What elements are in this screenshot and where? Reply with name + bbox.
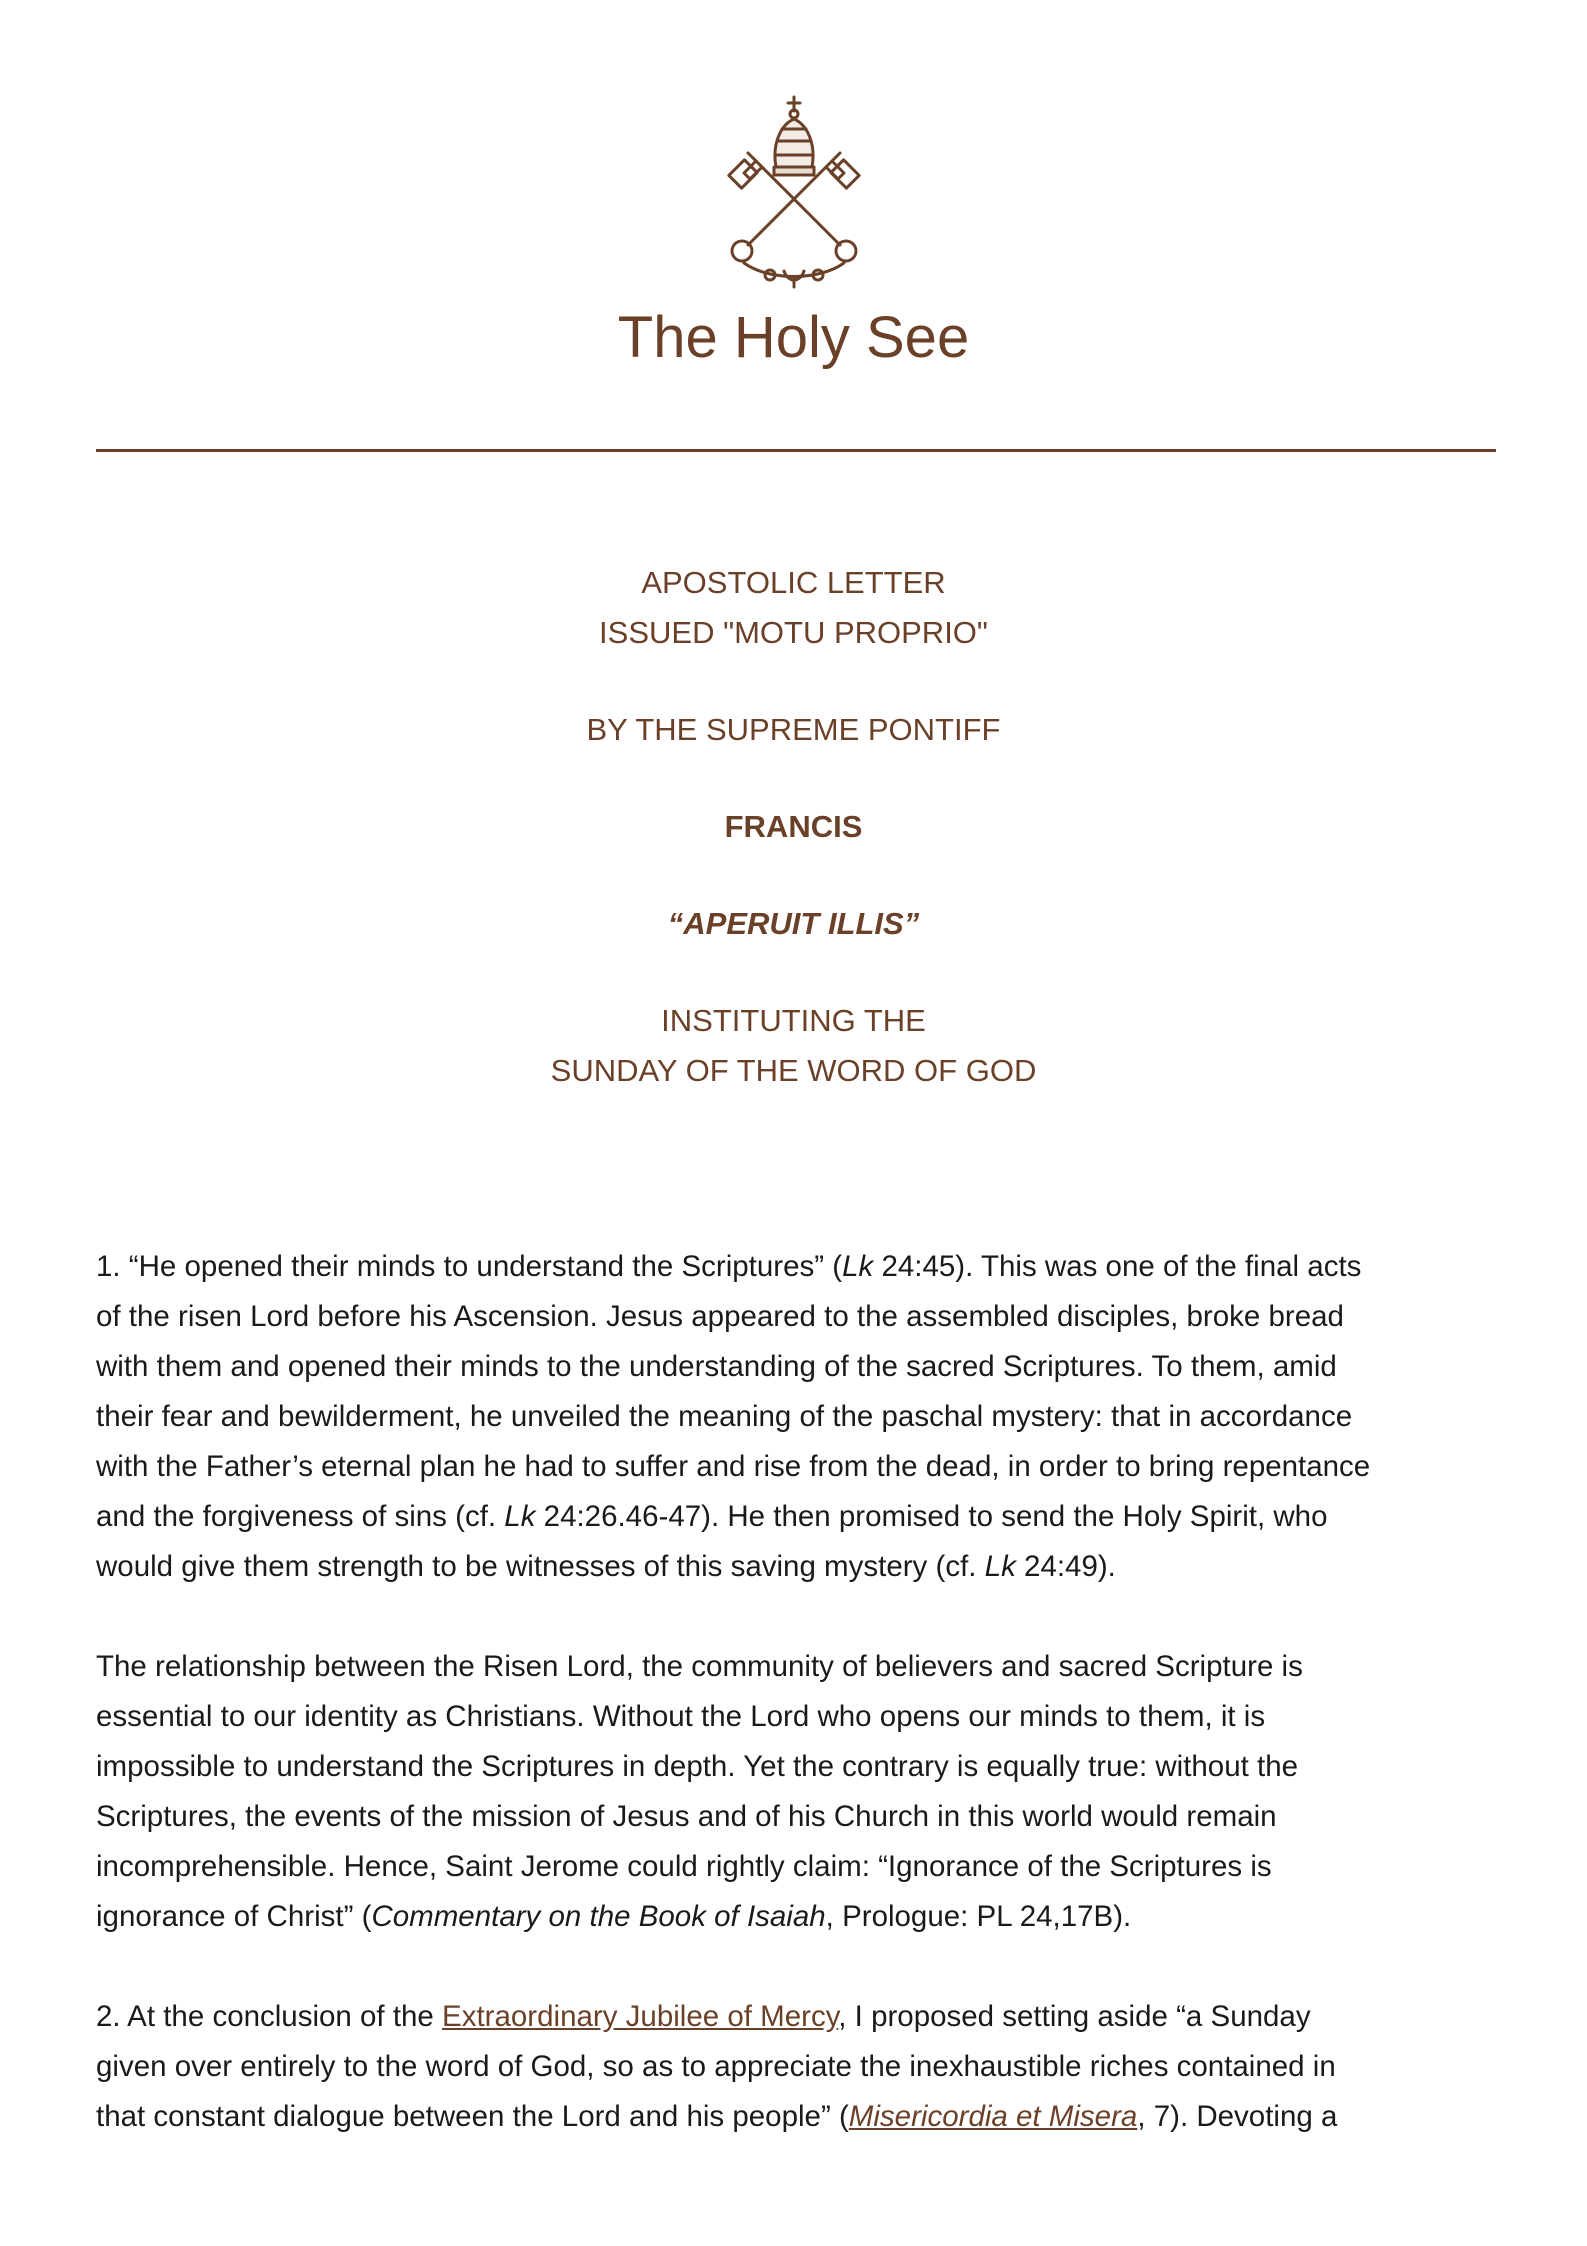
text-line: of the risen Lord before his Ascension. Jesus appeared to the assembled disciples, broke bread: [96, 1300, 1344, 1333]
scripture-ref: Lk: [504, 1500, 536, 1533]
text-span: , 7). Devoting a: [1137, 2100, 1338, 2133]
text-line: their fear and bewilderment, he unveiled the meaning of the paschal mystery: that in accordance: [96, 1400, 1353, 1433]
text-line: [96, 1242, 1506, 1292]
link-text: Misericordia et Misera: [848, 2100, 1138, 2133]
text-span: 1. “He opened their minds to understand the Scriptures” (: [96, 1250, 843, 1283]
text-line: incomprehensible. Hence, Saint Jerome could rightly claim: “Ignorance of the Scriptures is: [96, 1850, 1272, 1883]
subtitle-line2: SUNDAY OF THE WORD OF GOD: [550, 1053, 1037, 1088]
text-span: that constant dialogue between the Lord and his people” (: [96, 2100, 849, 2133]
text-span: 24:26.46-47). He then promised to send the Holy Spirit, who: [535, 1500, 1328, 1533]
subtitle-line1: INSTITUTING THE: [661, 1003, 926, 1038]
by-line: BY THE SUPREME PONTIFF: [586, 712, 1001, 747]
misericordia-et-misera-link[interactable]: [849, 2100, 1138, 2133]
text-span: , Prologue: PL 24,17B).: [825, 1900, 1132, 1933]
document-body: [96, 1242, 1506, 2192]
text-line: given over entirely to the word of God, so as to appreciate the inexhaustible riches contained in: [96, 2050, 1336, 2083]
doc-type-line2: ISSUED "MOTU PROPRIO": [599, 615, 988, 650]
doc-type-line1: APOSTOLIC LETTER: [641, 565, 946, 600]
text-span: and the forgiveness of sins (cf.: [96, 1500, 505, 1533]
papal-emblem-icon: [714, 95, 874, 290]
header-divider: [96, 449, 1496, 452]
jubilee-of-mercy-link[interactable]: Extraordinary Jubilee of Mercy: [442, 2000, 839, 2033]
text-span: 24:45). This was one of the final acts: [873, 1250, 1362, 1283]
text-line: with them and opened their minds to the understanding of the sacred Scriptures. To them, amid: [96, 1350, 1337, 1383]
book-ref: Commentary on the Book of Isaiah: [371, 1900, 826, 1933]
text-span: ignorance of Christ” (: [96, 1900, 372, 1933]
text-line: The relationship between the Risen Lord, the community of believers and sacred Scripture is: [96, 1650, 1303, 1683]
text-line: [96, 1542, 1506, 1592]
text-span: 2. At the conclusion of the: [96, 2000, 443, 2033]
text-span: , I proposed setting aside “a Sunday: [838, 2000, 1311, 2033]
text-line: [96, 2092, 1506, 2142]
site-title: The Holy See: [617, 305, 970, 370]
text-span: 24:49).: [1015, 1550, 1116, 1583]
text-line: Scriptures, the events of the mission of Jesus and of his Church in this world would remain: [96, 1800, 1277, 1833]
scripture-ref: Lk: [842, 1250, 874, 1283]
paragraph-1: [96, 1242, 1506, 1592]
text-line: with the Father’s eternal plan he had to suffer and rise from the dead, in order to bring repentance: [96, 1450, 1371, 1483]
text-line: [96, 1992, 1506, 2042]
document-title: “APERUIT ILLIS”: [667, 906, 920, 941]
text-span: would give them strength to be witnesses of this saving mystery (cf.: [96, 1550, 985, 1583]
scripture-ref: Lk: [984, 1550, 1016, 1583]
text-line: impossible to understand the Scriptures in depth. Yet the contrary is equally true: without the: [96, 1750, 1299, 1783]
text-line: [96, 1892, 1506, 1942]
text-line: essential to our identity as Christians. Without the Lord who opens our minds to them, it is: [96, 1700, 1266, 1733]
paragraph-3: [96, 1992, 1506, 2142]
text-line: [96, 1492, 1506, 1542]
pope-name: FRANCIS: [724, 809, 863, 844]
paragraph-2: [96, 1642, 1506, 1942]
